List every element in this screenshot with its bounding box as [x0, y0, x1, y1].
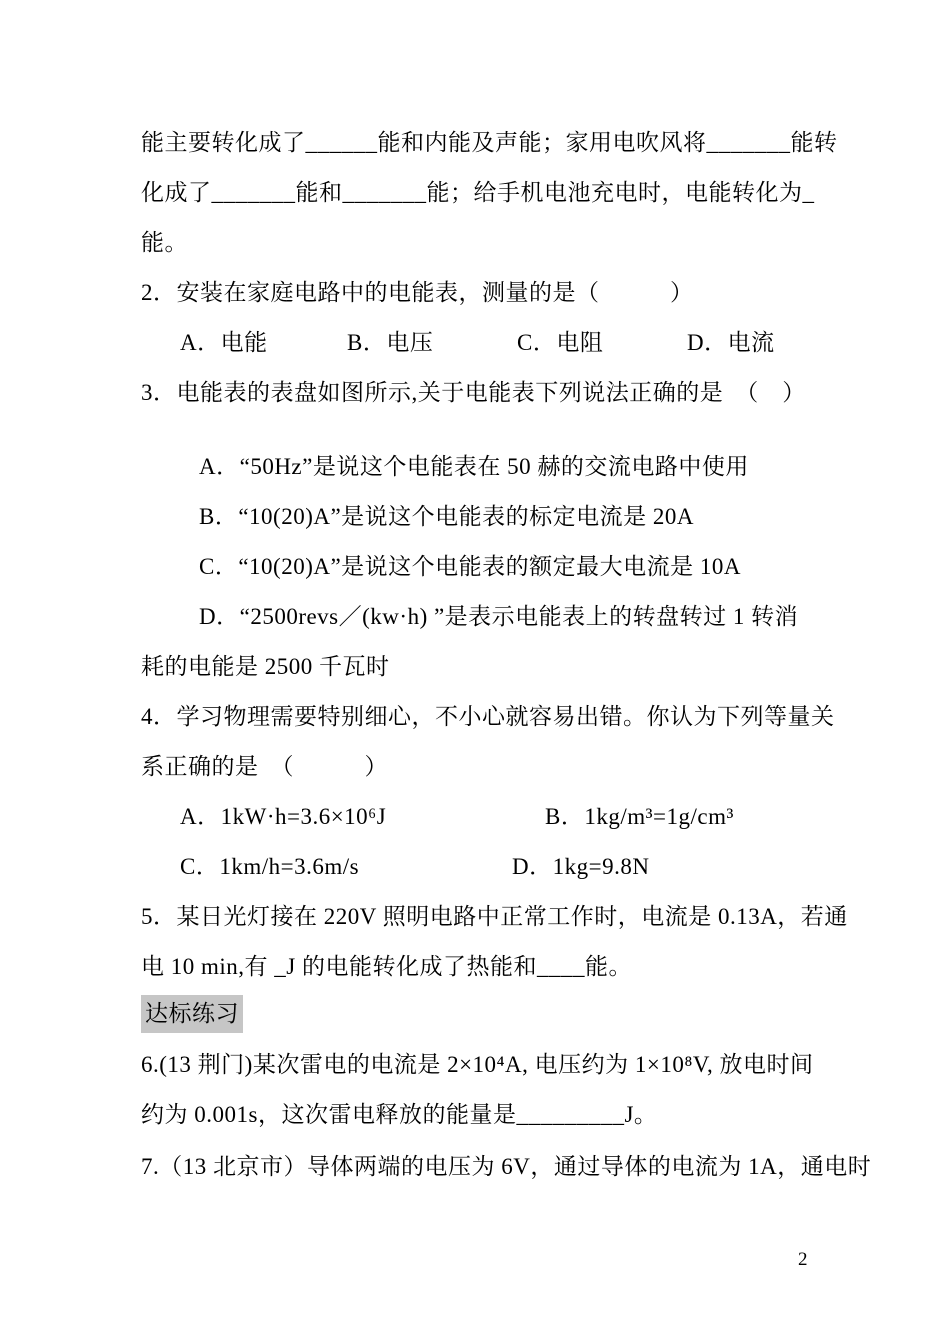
q2-stem: 2．安装在家庭电路中的电能表，测量的是（ ） — [141, 280, 694, 305]
q5-stem-line-1: 5．某日光灯接在 220V 照明电路中正常工作时，电流是 0.13A，若通 — [141, 904, 848, 929]
q1-continuation-line-1: 能主要转化成了______能和内能及声能；家用电吹风将_______能转 — [141, 130, 838, 155]
q4-stem-line-1: 4．学习物理需要特别细心，不小心就容易出错。你认为下列等量关 — [141, 704, 835, 729]
q7-stem-line-1: 7.（13 北京市）导体两端的电压为 6V，通过导体的电流为 1A，通电时 — [141, 1154, 872, 1179]
q3-stem: 3．电能表的表盘如图所示,关于电能表下列说法正确的是 （ ） — [141, 380, 806, 405]
q2-option-a: A．电能 — [180, 330, 268, 355]
q4-option-b: B．1kg/m³=1g/cm³ — [545, 804, 734, 829]
q3-option-c: C．“10(20)A”是说这个电能表的额定最大电流是 10A — [199, 554, 742, 579]
q1-continuation-line-2: 化成了_______能和_______能；给手机电池充电时，电能转化为_ — [141, 180, 815, 205]
q4-option-c: C．1km/h=3.6m/s — [180, 854, 360, 879]
q1-continuation-line-3: 能。 — [141, 230, 188, 255]
q6-stem-line-2: 约为 0.001s，这次雷电释放的能量是_________J。 — [141, 1102, 658, 1127]
q3-option-b: B．“10(20)A”是说这个电能表的标定电流是 20A — [199, 504, 695, 529]
q2-option-d: D．电流 — [687, 330, 775, 355]
q2-option-c: C．电阻 — [517, 330, 604, 355]
q5-stem-line-2: 电 10 min,有 _J 的电能转化成了热能和____能。 — [141, 954, 632, 979]
q2-option-b: B．电压 — [347, 330, 434, 355]
q6-stem-line-1: 6.(13 荆门)某次雷电的电流是 2×10⁴A, 电压约为 1×10⁸V, 放电时间 — [141, 1052, 814, 1077]
q3-option-d-line-1: D．“2500revs／(kw·h) ”是表示电能表上的转盘转过 1 转消 — [199, 604, 799, 629]
section-heading-dabiao-lianxi: 达标练习 — [141, 995, 243, 1033]
q4-option-a: A．1kW·h=3.6×10⁶J — [180, 804, 387, 829]
q4-stem-line-2: 系正确的是 （ ） — [141, 754, 388, 779]
q3-option-a: A．“50Hz”是说这个电能表在 50 赫的交流电路中使用 — [199, 454, 749, 479]
q4-option-d: D．1kg=9.8N — [512, 854, 650, 879]
page-number: 2 — [798, 1249, 808, 1270]
q3-option-d-line-2: 耗的电能是 2500 千瓦时 — [141, 654, 390, 679]
